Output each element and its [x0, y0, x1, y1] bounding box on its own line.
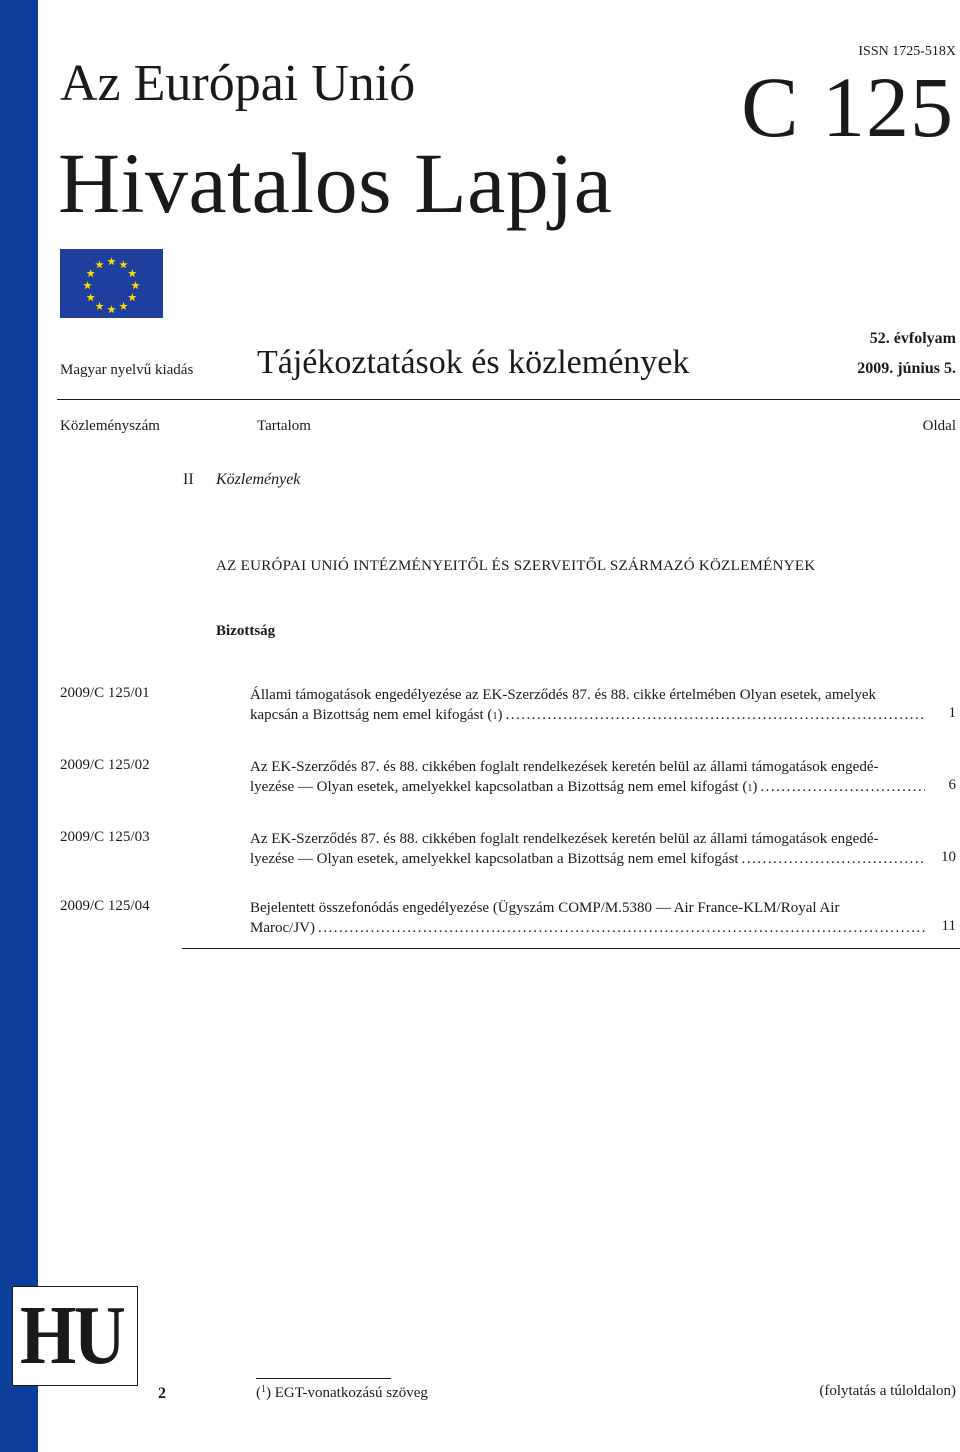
footnote-text: EGT-vonatkozású szöveg: [274, 1385, 428, 1401]
header-divider: [57, 399, 960, 400]
notice-number: 2009/C 125/03: [60, 829, 150, 845]
notice-page: 1: [948, 705, 956, 721]
flag-star: [86, 269, 95, 278]
flag-star: [95, 302, 104, 311]
edition-label: Magyar nyelvű kiadás: [60, 362, 194, 378]
eu-flag-icon: [60, 249, 163, 318]
notice-number: 2009/C 125/04: [60, 898, 150, 914]
journal-title-line2: Hivatalos Lapja: [58, 135, 613, 231]
flag-star: [86, 293, 95, 302]
issue-number: C 125: [741, 59, 954, 155]
notice-title[interactable]: Állami támogatások engedélyezése az EK-Szerződés 87. és 88. cikke értelmében Olyan esetek, amelyek kapcsán a Bizottság nem emel kifogást ( 1 ) .....: [250, 685, 925, 725]
flag-star: [128, 269, 137, 278]
flag-star: [95, 260, 104, 269]
dot-leader: [760, 777, 925, 797]
notice-title-line: Az EK-Szerződés 87. és 88. cikkében foglalt rendelkezések keretén belül az állami támogatások engedé-: [250, 831, 879, 847]
column-header-number: Közleményszám: [60, 418, 160, 434]
notice-title-suffix: ): [497, 707, 503, 723]
toc-bottom-divider: [182, 948, 960, 949]
footnote-mark: 1: [261, 1384, 266, 1395]
notice-title[interactable]: [250, 898, 925, 938]
issue-date: 2009. június 5.: [857, 360, 956, 377]
notice-title-suffix: ): [752, 779, 758, 795]
column-header-page: Oldal: [922, 418, 956, 434]
notice-title-line: kapcsán a Bizottság nem emel kifogást (: [250, 707, 493, 723]
notice-title[interactable]: Az EK-Szerződés 87. és 88. cikkében foglalt rendelkezések keretén belül az állami támogatások engedé- lyezése — Olyan esetek, amelyekkel kapcsolatban a Bizottság nem emel kifogást ( 1 ) .....: [250, 757, 925, 797]
institution-heading: Bizottság: [216, 623, 276, 639]
flag-star: [119, 260, 128, 269]
notice-title-line: lyezése — Olyan esetek, amelyekkel kapcsolatban a Bizottság nem emel kifogást (: [250, 779, 748, 795]
series-title: Tájékoztatások és közlemények: [257, 344, 690, 381]
notice-title-line: Állami támogatások engedélyezése az EK-Szerződés 87. és 88. cikke értelmében Olyan esetek, amelyek: [250, 687, 876, 703]
flag-star: [83, 281, 92, 290]
notice-title-line: lyezése — Olyan esetek, amelyekkel kapcsolatban a Bizottság nem emel kifogást: [250, 851, 739, 867]
notice-title-line: Bejelentett összefonódás engedélyezése (Ügyszám COMP/M.5380 — Air France-KLM/Royal Air: [250, 900, 840, 916]
flag-star: [128, 293, 137, 302]
part-number: II: [183, 471, 194, 488]
journal-title-line1: Az Európai Unió: [60, 55, 416, 112]
flag-star: [119, 302, 128, 311]
notice-title-line: Az EK-Szerződés 87. és 88. cikkében foglalt rendelkezések keretén belül az állami támogatások engedé-: [250, 759, 879, 775]
issn-label: ISSN 1725-518X: [858, 44, 956, 59]
left-blue-bar: [0, 0, 38, 1452]
flag-star: [107, 305, 116, 314]
notice-page: 10: [941, 849, 956, 865]
dot-leader: [742, 849, 925, 869]
page-number: 2: [158, 1385, 166, 1402]
language-code: HU: [20, 1289, 124, 1382]
notice-page: 6: [948, 777, 956, 793]
continued-note: (folytatás a túloldalon): [819, 1383, 956, 1399]
volume-label: 52. évfolyam: [869, 330, 956, 347]
dot-leader: [318, 918, 925, 938]
footnote-divider: [256, 1378, 391, 1379]
notice-title[interactable]: [250, 829, 925, 869]
notice-number: 2009/C 125/01: [60, 685, 150, 701]
footnote: ($^1$) EGT-vonatkozású szöveg: [256, 1384, 428, 1401]
flag-star: [131, 281, 140, 290]
flag-star: [107, 257, 116, 266]
notice-title-line: Maroc/JV): [250, 920, 315, 936]
section-heading: AZ EURÓPAI UNIÓ INTÉZMÉNYEITŐL ÉS SZERVEITŐL SZÁRMAZÓ KÖZLEMÉNYEK: [216, 558, 816, 574]
part-title: Közlemények: [216, 471, 301, 488]
notice-page: 11: [941, 918, 956, 934]
dot-leader: [505, 705, 925, 725]
column-header-content: Tartalom: [257, 418, 311, 434]
notice-number: 2009/C 125/02: [60, 757, 150, 773]
